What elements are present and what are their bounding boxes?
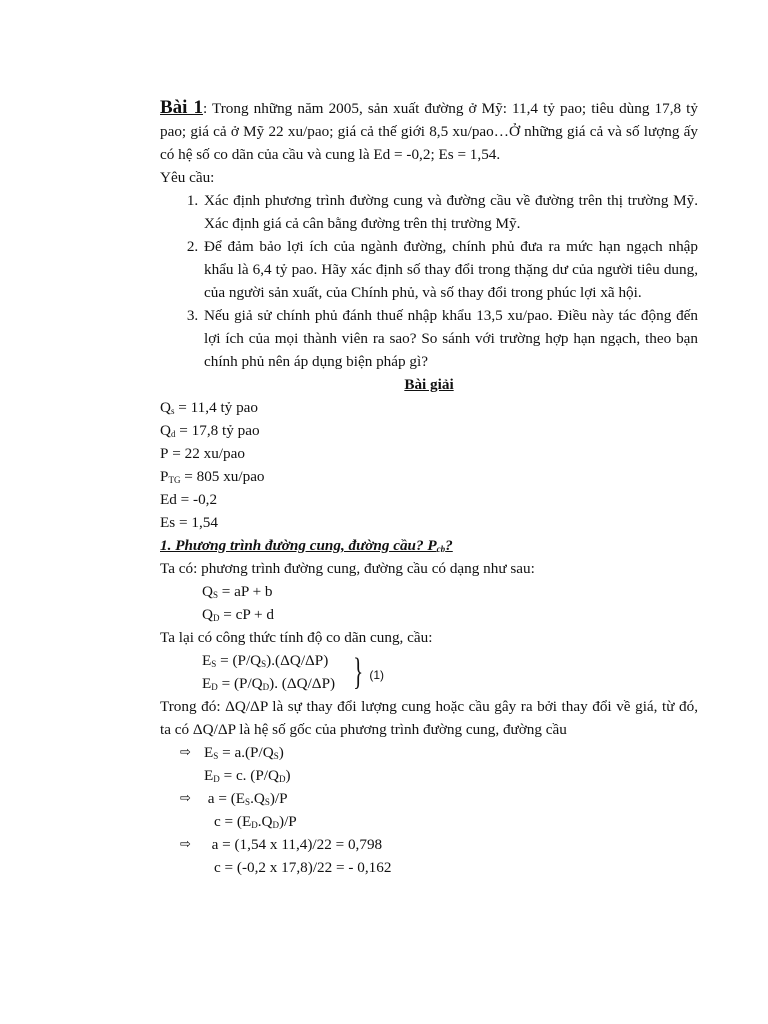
implies-arrow-icon: ⇨ — [180, 837, 191, 852]
step-2 — [160, 787, 698, 810]
demand-elasticity-formula: $E_D = (P/Q_D)$. (ΔQ/ΔP) — [202, 675, 336, 692]
form-intro: Ta có: phương trình đường cung, đường cầu có dạng như sau: — [160, 560, 535, 577]
equation-number: (1) — [369, 667, 384, 682]
elasticity-values: Ed = -0,2; Es = 1,54. — [373, 146, 501, 163]
step-1-supply: $E_S = a.(P/Q_S)$ — [204, 744, 284, 761]
requirements-label: Yêu cầu: — [160, 169, 215, 186]
requirements-list — [160, 189, 698, 373]
step-2-a: $a = (E_S.Q_S)/P$ — [207, 790, 288, 807]
givens-list — [160, 396, 698, 534]
problem-statement — [160, 96, 698, 166]
given-item: $P_{TG} = 805$ xu/pao — [160, 468, 265, 485]
section-1-title: 1. Phương trình đường cung, đường cầu? $P_{cb}$? — [160, 537, 453, 554]
problem-label: Bài 1 — [160, 97, 203, 118]
given-item: $Q_s = 11,4$ tỷ pao — [160, 399, 258, 416]
elasticity-intro: Ta lại có công thức tính độ co dãn cung, cầu: — [160, 629, 433, 646]
requirement-item: 1. Xác định phương trình đường cung và đường cầu về đường trên thị trường Mỹ. Xác định giá cả cân bằng đường trên thị trường Mỹ. — [202, 189, 698, 235]
problem-intro: : Trong những năm 2005, sản xuất đường ở Mỹ: 11,4 tỷ pao; tiêu dùng 17,8 tỷ pao; giá cả ở Mỹ 22 xu/pao; giá cả thế giới 8,5 xu/pao…Ở những giá cả và số lượng ấy có hệ số co dãn của cầu và cung là — [160, 100, 698, 163]
document-page — [160, 96, 698, 879]
step-1 — [160, 741, 698, 764]
step-3-a: a = (1,54 x 11,4)/22 = 0,798 — [211, 836, 383, 853]
supply-elasticity-formula: $E_S = (P/Q_S).(\Delta Q/\Delta P)$ — [202, 652, 329, 669]
supply-equation: $Q_S$ = aP + b — [202, 583, 273, 600]
step-3-c: c = (-0,2 x 17,8)/22 = - 0,162 — [214, 859, 392, 876]
step-3 — [160, 833, 698, 856]
explanation: Trong đó: ΔQ/ΔP là sự thay đổi lượng cung hoặc cầu gây ra bởi thay đổi về giá, từ đó, ta có ΔQ/ΔP là hệ số gốc của phương trình đường cung, đường cầu — [160, 698, 698, 738]
given-item: P = 22 xu/pao — [160, 445, 245, 462]
given-item: $Q_d = 17,8$ tỷ pao — [160, 422, 260, 439]
requirement-item: 3. Nếu giả sử chính phủ đánh thuế nhập khẩu 13,5 xu/pao. Điều này tác động đến lợi ích của mọi thành viên ra sao? So sánh với trường hợp hạn ngạch, theo bạn chính phủ nên áp dụng biện pháp gì? — [202, 304, 698, 373]
given-item: Es = 1,54 — [160, 514, 218, 531]
requirement-item: 2. Để đảm bảo lợi ích của ngành đường, chính phủ đưa ra mức hạn ngạch nhập khẩu là 6,4 tỷ pao. Hãy xác định số thay đổi trong thặng dư của người tiêu dung, của người sản xuất, của Chính phủ, và số thay đổi trong phúc lợi xã hội. — [202, 235, 698, 304]
brace-icon: } — [353, 651, 364, 693]
elasticity-formulas — [160, 649, 698, 695]
solution-title: Bài giải — [404, 376, 454, 393]
given-item: Ed = -0,2 — [160, 491, 218, 508]
implies-arrow-icon: ⇨ — [180, 791, 191, 806]
implies-arrow-icon: ⇨ — [180, 745, 191, 760]
demand-equation: $Q_D$ = cP + d — [202, 606, 275, 623]
step-1-demand: $E_D = c$. $(P/Q_D)$ — [204, 767, 291, 784]
step-2-c: $c = (E_D.Q_D)/P$ — [214, 813, 297, 830]
